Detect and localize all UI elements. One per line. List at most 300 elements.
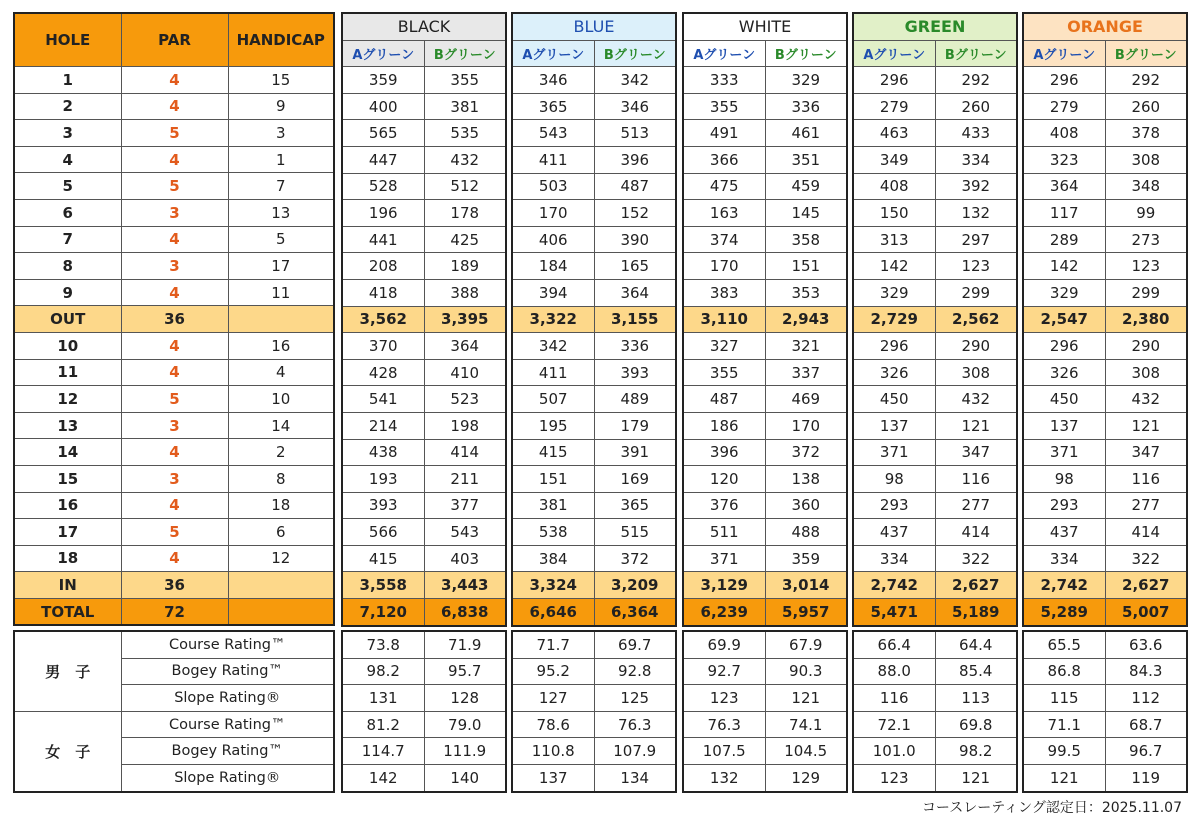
b-green-yardage: 392 xyxy=(935,173,1017,200)
b-green-yardage: 364 xyxy=(424,333,506,360)
b-green-yardage: 372 xyxy=(765,439,847,466)
hole-number-cell: 9 xyxy=(14,279,121,306)
b-green-yardage: 487 xyxy=(594,173,676,200)
b-green-rating: 69.8 xyxy=(935,711,1017,738)
b-green-rating: 107.9 xyxy=(594,738,676,765)
b-green-yardage: 152 xyxy=(594,200,676,227)
a-green-yardage: 371 xyxy=(1023,439,1105,466)
a-green-header: Aグリーン xyxy=(1023,40,1105,67)
handicap-cell: 14 xyxy=(228,412,334,439)
a-green-rating: 115 xyxy=(1023,685,1105,712)
a-green-yardage: 186 xyxy=(683,412,765,439)
a-green-yardage: 349 xyxy=(853,146,935,173)
distance-row xyxy=(512,545,676,572)
rating-row xyxy=(512,738,676,765)
distance-row xyxy=(512,359,676,386)
a-green-yardage: 475 xyxy=(683,173,765,200)
rating-row xyxy=(342,738,506,765)
a-green-yardage: 384 xyxy=(512,545,594,572)
b-green-yardage: 132 xyxy=(935,200,1017,227)
rating-row xyxy=(1023,764,1187,791)
b-green-yardage: 189 xyxy=(424,253,506,280)
b-green-yardage: 334 xyxy=(935,146,1017,173)
distance-row xyxy=(342,200,506,227)
handicap-cell: 7 xyxy=(228,173,334,200)
b-green-yardage: 388 xyxy=(424,279,506,306)
a-green-yardage: 5,289 xyxy=(1023,599,1105,626)
par-cell: 3 xyxy=(121,199,228,226)
b-green-yardage: 432 xyxy=(935,386,1017,413)
distance-row xyxy=(683,226,847,253)
distance-row xyxy=(342,439,506,466)
b-green-yardage: 433 xyxy=(935,120,1017,147)
b-green-yardage: 99 xyxy=(1105,200,1187,227)
hole-row xyxy=(14,93,334,120)
distance-row xyxy=(342,492,506,519)
a-green-rating: 132 xyxy=(683,764,765,791)
par-cell: 4 xyxy=(121,439,228,466)
distance-row xyxy=(853,519,1017,546)
par-cell: 4 xyxy=(121,545,228,572)
b-green-yardage: 403 xyxy=(424,545,506,572)
hole-row xyxy=(14,545,334,572)
handicap-cell: 3 xyxy=(228,120,334,147)
a-green-yardage: 566 xyxy=(342,519,424,546)
a-green-rating: 123 xyxy=(853,764,935,791)
a-green-yardage: 406 xyxy=(512,226,594,253)
hole-row xyxy=(14,572,334,599)
a-green-yardage: 411 xyxy=(512,359,594,386)
b-green-yardage: 3,014 xyxy=(765,572,847,599)
par-cell: 36 xyxy=(121,306,228,333)
hole-number-cell: 16 xyxy=(14,492,121,519)
b-green-yardage: 145 xyxy=(765,200,847,227)
b-green-yardage: 390 xyxy=(594,226,676,253)
a-green-yardage: 150 xyxy=(853,200,935,227)
b-green-rating: 121 xyxy=(765,685,847,712)
handicap-cell: 11 xyxy=(228,279,334,306)
b-green-yardage: 351 xyxy=(765,146,847,173)
b-green-yardage: 116 xyxy=(1105,466,1187,493)
b-green-yardage: 2,562 xyxy=(935,306,1017,333)
b-green-yardage: 372 xyxy=(594,545,676,572)
distance-row xyxy=(1023,279,1187,306)
b-green-yardage: 321 xyxy=(765,333,847,360)
distance-row xyxy=(342,359,506,386)
b-green-yardage: 5,007 xyxy=(1105,599,1187,626)
a-green-rating: 86.8 xyxy=(1023,658,1105,685)
handicap-cell: 1 xyxy=(228,146,334,173)
hole-row xyxy=(14,386,334,413)
distance-row xyxy=(512,253,676,280)
b-green-yardage: 2,627 xyxy=(935,572,1017,599)
rating-certification-date: コースレーティング認定日：2025.11.07 xyxy=(921,800,1182,816)
distance-row xyxy=(512,146,676,173)
rating-type-label: Slope Rating® xyxy=(121,764,334,791)
hole-number-cell: OUT xyxy=(14,306,121,333)
a-green-yardage: 438 xyxy=(342,439,424,466)
handicap-cell: 4 xyxy=(228,359,334,386)
a-green-rating: 101.0 xyxy=(853,738,935,765)
a-green-rating: 78.6 xyxy=(512,711,594,738)
a-green-yardage: 3,562 xyxy=(342,306,424,333)
a-green-yardage: 120 xyxy=(683,466,765,493)
a-green-yardage: 7,120 xyxy=(342,599,424,626)
tee-name-header: BLUE xyxy=(512,13,676,40)
b-green-yardage: 179 xyxy=(594,412,676,439)
b-green-yardage: 347 xyxy=(1105,439,1187,466)
par-cell: 72 xyxy=(121,598,228,625)
rating-row xyxy=(1023,738,1187,765)
hole-number-cell: 5 xyxy=(14,173,121,200)
a-green-yardage: 184 xyxy=(512,253,594,280)
b-green-yardage: 6,364 xyxy=(594,599,676,626)
distance-row xyxy=(853,545,1017,572)
a-green-header: Aグリーン xyxy=(853,40,935,67)
b-green-yardage: 348 xyxy=(1105,173,1187,200)
a-green-yardage: 296 xyxy=(853,333,935,360)
rating-row xyxy=(1023,658,1187,685)
distance-row xyxy=(853,67,1017,94)
a-green-yardage: 329 xyxy=(853,279,935,306)
a-green-yardage: 2,729 xyxy=(853,306,935,333)
a-green-yardage: 541 xyxy=(342,386,424,413)
par-cell: 4 xyxy=(121,226,228,253)
distance-row xyxy=(853,226,1017,253)
a-green-yardage: 6,239 xyxy=(683,599,765,626)
hole-number-cell: 6 xyxy=(14,199,121,226)
handicap-cell: 6 xyxy=(228,519,334,546)
a-green-yardage: 408 xyxy=(853,173,935,200)
b-green-rating: 98.2 xyxy=(935,738,1017,765)
a-green-yardage: 393 xyxy=(342,492,424,519)
a-green-yardage: 142 xyxy=(853,253,935,280)
a-green-yardage: 511 xyxy=(683,519,765,546)
hole-row xyxy=(14,173,334,200)
hole-row xyxy=(14,465,334,492)
a-green-yardage: 450 xyxy=(1023,386,1105,413)
rating-row xyxy=(342,685,506,712)
a-green-yardage: 3,129 xyxy=(683,572,765,599)
hole-number-cell: 7 xyxy=(14,226,121,253)
b-green-yardage: 116 xyxy=(935,466,1017,493)
a-green-yardage: 400 xyxy=(342,93,424,120)
a-green-rating: 95.2 xyxy=(512,658,594,685)
b-green-yardage: 459 xyxy=(765,173,847,200)
b-green-rating: 95.7 xyxy=(424,658,506,685)
a-green-rating: 92.7 xyxy=(683,658,765,685)
rating-row xyxy=(1023,711,1187,738)
a-green-yardage: 151 xyxy=(512,466,594,493)
handicap-cell: 13 xyxy=(228,199,334,226)
distance-row xyxy=(512,306,676,333)
b-green-yardage: 123 xyxy=(935,253,1017,280)
hole-row xyxy=(14,332,334,359)
distance-row xyxy=(1023,599,1187,626)
hole-par-handicap-table xyxy=(13,12,335,626)
rating-row xyxy=(683,738,847,765)
rating-row xyxy=(683,685,847,712)
distance-row xyxy=(342,519,506,546)
hole-row xyxy=(14,412,334,439)
distance-row xyxy=(683,306,847,333)
a-green-rating: 71.1 xyxy=(1023,711,1105,738)
distance-row xyxy=(683,492,847,519)
a-green-yardage: 334 xyxy=(853,545,935,572)
a-green-yardage: 333 xyxy=(683,67,765,94)
a-green-rating: 72.1 xyxy=(853,711,935,738)
par-cell: 3 xyxy=(121,412,228,439)
rating-type-label: Course Rating™ xyxy=(121,711,334,738)
a-green-rating: 99.5 xyxy=(1023,738,1105,765)
par-cell: 3 xyxy=(121,253,228,280)
rating-row xyxy=(512,711,676,738)
distance-row xyxy=(512,599,676,626)
hole-row xyxy=(14,120,334,147)
distance-row xyxy=(683,200,847,227)
b-green-yardage: 410 xyxy=(424,359,506,386)
b-green-yardage: 535 xyxy=(424,120,506,147)
a-green-yardage: 538 xyxy=(512,519,594,546)
a-green-yardage: 408 xyxy=(1023,120,1105,147)
b-green-yardage: 378 xyxy=(1105,120,1187,147)
b-green-yardage: 292 xyxy=(1105,67,1187,94)
b-green-yardage: 381 xyxy=(424,93,506,120)
hole-row xyxy=(14,439,334,466)
a-green-yardage: 415 xyxy=(512,439,594,466)
b-green-rating: 104.5 xyxy=(765,738,847,765)
b-green-yardage: 121 xyxy=(1105,412,1187,439)
rating-row xyxy=(342,658,506,685)
rating-row xyxy=(853,631,1017,658)
b-green-rating: 69.7 xyxy=(594,631,676,658)
distance-row xyxy=(683,253,847,280)
distance-row xyxy=(342,67,506,94)
b-green-yardage: 198 xyxy=(424,412,506,439)
a-green-yardage: 2,547 xyxy=(1023,306,1105,333)
par-cell: 5 xyxy=(121,519,228,546)
a-green-rating: 73.8 xyxy=(342,631,424,658)
column-header-hole: HOLE xyxy=(14,13,121,67)
rating-table-orange xyxy=(1022,630,1188,793)
b-green-yardage: 364 xyxy=(594,279,676,306)
rating-table-white xyxy=(682,630,848,793)
rating-label-row xyxy=(14,711,334,738)
a-green-yardage: 342 xyxy=(512,333,594,360)
b-green-yardage: 138 xyxy=(765,466,847,493)
distance-row xyxy=(853,200,1017,227)
rating-row xyxy=(342,764,506,791)
distance-row xyxy=(853,412,1017,439)
b-green-yardage: 2,380 xyxy=(1105,306,1187,333)
a-green-rating: 123 xyxy=(683,685,765,712)
a-green-yardage: 396 xyxy=(683,439,765,466)
distance-row xyxy=(512,519,676,546)
a-green-yardage: 428 xyxy=(342,359,424,386)
b-green-yardage: 169 xyxy=(594,466,676,493)
distance-row xyxy=(853,279,1017,306)
rating-row xyxy=(512,631,676,658)
rating-row xyxy=(853,711,1017,738)
b-green-rating: 68.7 xyxy=(1105,711,1187,738)
distance-row xyxy=(512,226,676,253)
distance-row xyxy=(853,120,1017,147)
b-green-yardage: 273 xyxy=(1105,226,1187,253)
distance-row xyxy=(683,599,847,626)
distance-row xyxy=(512,439,676,466)
a-green-yardage: 437 xyxy=(1023,519,1105,546)
b-green-yardage: 346 xyxy=(594,93,676,120)
rating-label-row xyxy=(14,631,334,658)
distance-row xyxy=(1023,333,1187,360)
a-green-yardage: 214 xyxy=(342,412,424,439)
a-green-yardage: 193 xyxy=(342,466,424,493)
b-green-yardage: 308 xyxy=(935,359,1017,386)
b-green-yardage: 299 xyxy=(1105,279,1187,306)
b-green-yardage: 512 xyxy=(424,173,506,200)
a-green-yardage: 142 xyxy=(1023,253,1105,280)
hole-number-cell: 3 xyxy=(14,120,121,147)
distance-row xyxy=(1023,226,1187,253)
hole-number-cell: IN xyxy=(14,572,121,599)
hole-number-cell: 10 xyxy=(14,332,121,359)
distance-row xyxy=(512,120,676,147)
a-green-yardage: 6,646 xyxy=(512,599,594,626)
hole-row xyxy=(14,519,334,546)
distance-row xyxy=(342,466,506,493)
a-green-rating: 98.2 xyxy=(342,658,424,685)
handicap-cell: 15 xyxy=(228,67,334,94)
b-green-yardage: 414 xyxy=(1105,519,1187,546)
a-green-rating: 71.7 xyxy=(512,631,594,658)
rating-row xyxy=(1023,631,1187,658)
distance-row xyxy=(512,173,676,200)
a-green-yardage: 327 xyxy=(683,333,765,360)
a-green-yardage: 117 xyxy=(1023,200,1105,227)
distance-row xyxy=(512,386,676,413)
a-green-yardage: 376 xyxy=(683,492,765,519)
rating-type-label: Bogey Rating™ xyxy=(121,738,334,765)
a-green-yardage: 364 xyxy=(1023,173,1105,200)
a-green-yardage: 355 xyxy=(683,93,765,120)
a-green-yardage: 371 xyxy=(853,439,935,466)
par-cell: 4 xyxy=(121,359,228,386)
a-green-yardage: 394 xyxy=(512,279,594,306)
handicap-cell xyxy=(228,598,334,625)
a-green-rating: 142 xyxy=(342,764,424,791)
distance-row xyxy=(1023,572,1187,599)
a-green-yardage: 359 xyxy=(342,67,424,94)
a-green-yardage: 3,110 xyxy=(683,306,765,333)
hole-number-cell: 18 xyxy=(14,545,121,572)
a-green-yardage: 450 xyxy=(853,386,935,413)
hole-row xyxy=(14,359,334,386)
rating-row xyxy=(853,764,1017,791)
b-green-header: Bグリーン xyxy=(765,40,847,67)
a-green-yardage: 329 xyxy=(1023,279,1105,306)
b-green-yardage: 432 xyxy=(424,146,506,173)
b-green-rating: 113 xyxy=(935,685,1017,712)
par-cell: 4 xyxy=(121,146,228,173)
distance-row xyxy=(512,279,676,306)
b-green-yardage: 121 xyxy=(935,412,1017,439)
a-green-rating: 66.4 xyxy=(853,631,935,658)
par-cell: 4 xyxy=(121,492,228,519)
b-green-yardage: 260 xyxy=(1105,93,1187,120)
a-green-rating: 116 xyxy=(853,685,935,712)
distance-row xyxy=(1023,359,1187,386)
distance-row xyxy=(342,572,506,599)
distance-row xyxy=(683,120,847,147)
b-green-yardage: 322 xyxy=(1105,545,1187,572)
b-green-header: Bグリーン xyxy=(424,40,506,67)
a-green-yardage: 313 xyxy=(853,226,935,253)
hole-number-cell: 15 xyxy=(14,465,121,492)
distance-row xyxy=(853,599,1017,626)
par-cell: 4 xyxy=(121,279,228,306)
b-green-rating: 128 xyxy=(424,685,506,712)
column-header-handicap: HANDICAP xyxy=(228,13,334,67)
hole-row xyxy=(14,253,334,280)
a-green-yardage: 293 xyxy=(853,492,935,519)
distance-row xyxy=(1023,519,1187,546)
a-green-header: Aグリーン xyxy=(512,40,594,67)
a-green-yardage: 279 xyxy=(853,93,935,120)
distance-row xyxy=(683,359,847,386)
rating-row xyxy=(683,764,847,791)
distance-row xyxy=(342,120,506,147)
rating-row xyxy=(512,685,676,712)
a-green-yardage: 137 xyxy=(853,412,935,439)
par-cell: 4 xyxy=(121,332,228,359)
a-green-yardage: 366 xyxy=(683,146,765,173)
b-green-header: Bグリーン xyxy=(1105,40,1187,67)
b-green-yardage: 3,395 xyxy=(424,306,506,333)
a-green-yardage: 170 xyxy=(683,253,765,280)
distance-row xyxy=(683,519,847,546)
hole-row xyxy=(14,598,334,625)
b-green-yardage: 6,838 xyxy=(424,599,506,626)
distance-row xyxy=(342,412,506,439)
b-green-yardage: 165 xyxy=(594,253,676,280)
a-green-yardage: 346 xyxy=(512,67,594,94)
rating-row xyxy=(1023,685,1187,712)
handicap-cell: 17 xyxy=(228,253,334,280)
rating-row xyxy=(683,631,847,658)
par-cell: 5 xyxy=(121,386,228,413)
distance-row xyxy=(683,572,847,599)
a-green-rating: 76.3 xyxy=(683,711,765,738)
distance-row xyxy=(853,572,1017,599)
hole-number-cell: 13 xyxy=(14,412,121,439)
a-green-yardage: 441 xyxy=(342,226,424,253)
b-green-yardage: 358 xyxy=(765,226,847,253)
b-green-yardage: 290 xyxy=(935,333,1017,360)
a-green-yardage: 195 xyxy=(512,412,594,439)
a-green-yardage: 3,322 xyxy=(512,306,594,333)
b-green-rating: 63.6 xyxy=(1105,631,1187,658)
distance-row xyxy=(853,146,1017,173)
distance-row xyxy=(853,253,1017,280)
distance-row xyxy=(512,200,676,227)
hole-row xyxy=(14,492,334,519)
b-green-yardage: 396 xyxy=(594,146,676,173)
a-green-yardage: 415 xyxy=(342,545,424,572)
a-green-yardage: 565 xyxy=(342,120,424,147)
hole-number-cell: 14 xyxy=(14,439,121,466)
distance-row xyxy=(1023,173,1187,200)
handicap-cell: 9 xyxy=(228,93,334,120)
